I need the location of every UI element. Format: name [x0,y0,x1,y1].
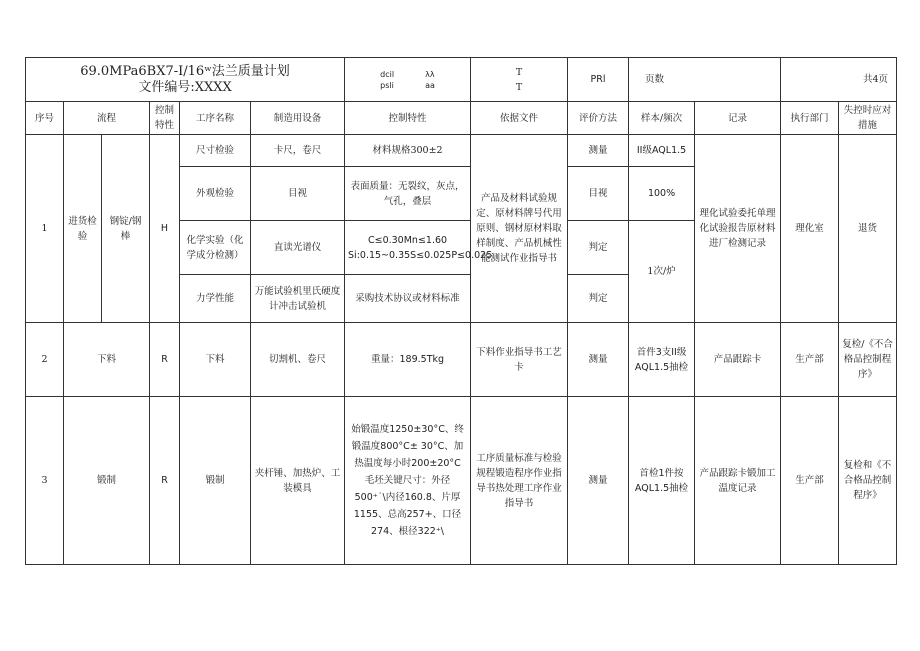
row3-sample: 首检1件按AQL1.5抽检 [629,397,695,565]
table-row [26,323,897,397]
prl-cell: PRl [568,58,629,102]
row2-equip: 切割机、卷尺 [251,323,345,397]
row1-dept: 理化室 [781,135,839,323]
row1-eval-d: 判定 [568,275,629,323]
row1-ctrl: H [150,135,180,323]
row1-equip-a: 卡尺，卷尺 [251,135,345,167]
col-fail: 失控时应对措施 [839,102,897,135]
plan-title: 69.0MPa6BX7-I/16ʷ法兰质量计划 [80,63,290,79]
row2-proc: 下料 [180,323,251,397]
row1-sample-a: II级AQL1.5 [629,135,695,167]
doc-number: 文件编号:XXXX [138,79,232,95]
row2-record: 产品跟踪卡 [695,323,781,397]
ref-b [425,69,435,91]
t-cell [471,58,568,102]
row1-basis: 产品及材料试验规定、原材料牌号代用原则、钢材原材料取样制度、产品机械性能测试作业指导书 [471,135,568,323]
row1-proc-a: 尺寸检验 [180,135,251,167]
row1-sample-b: 100% [629,167,695,221]
row3-basis: 工序质量标准与检验规程锻造程序作业指导书热处理工序作业指导书 [471,397,568,565]
row1-flow1: 进货检验 [64,135,102,323]
col-char: 控制特性 [345,102,471,135]
row2-ctrl: R [150,323,180,397]
row3-record: 产品跟踪卡锻加工温度记录 [695,397,781,565]
col-sample: 样本/频次 [629,102,695,135]
col-eval: 评价方法 [568,102,629,135]
row2-flow: 下料 [64,323,150,397]
row1-proc-b: 外观检验 [180,167,251,221]
row1-char-c: C≤0.30Mn≤1.60 Si:0.15~0.35S≤0.025P≤0.025 [345,221,471,275]
ref-b2: aa [425,80,435,90]
row3-flow: 锻制 [64,397,150,565]
row2-dept: 生产部 [781,323,839,397]
table-row [26,397,897,565]
col-basis: 依据文件 [471,102,568,135]
row3-dept: 生产部 [781,397,839,565]
row1-equip-c: 直读光谱仪 [251,221,345,275]
col-dept: 执行部门 [781,102,839,135]
row1-eval-a: 测量 [568,135,629,167]
row1-sample-merged: 1次/炉 [629,221,695,323]
row3-proc: 锻制 [180,397,251,565]
row3-seq: 3 [26,397,64,565]
row1-fail: 退货 [839,135,897,323]
quality-plan-table [25,57,897,565]
column-header-row [26,102,897,135]
ref-a [380,69,394,91]
row1-flow2: 钢锭/钢棒 [102,135,150,323]
col-seq: 序号 [26,102,64,135]
ref-b1: λλ [425,69,435,79]
row2-char: 重量：189.5Tkg [345,323,471,397]
row1-char-a: 材料规格300±2 [345,135,471,167]
row2-sample: 首件3支II级AQL1.5抽检 [629,323,695,397]
row3-char: 始锻温度1250±30°C、终锻温度800°C± 30°C、加热温度每小时200±20°C 毛坯关键尺寸：外径500⁺˙\内径160.8、片厚1155、总高257+、口径274、根径322⁺\ [345,397,471,565]
title-cell [26,58,345,102]
col-ctrl: 控制特性 [150,102,180,135]
row2-fail: 复检/《不合格品控制程序》 [839,323,897,397]
col-flow: 流程 [64,102,150,135]
title-row [26,58,897,102]
row1-eval-c: 判定 [568,221,629,275]
col-equip: 制造用设备 [251,102,345,135]
row3-eval: 测量 [568,397,629,565]
row1-proc-d: 力学性能 [180,275,251,323]
table-row [26,135,897,167]
row2-basis: 下料作业指导书工艺卡 [471,323,568,397]
row1-eval-b: 目视 [568,167,629,221]
row1-seq: 1 [26,135,64,323]
row3-ctrl: R [150,397,180,565]
pages-label: 页数 [629,58,781,102]
row2-seq: 2 [26,323,64,397]
col-record: 记录 [695,102,781,135]
ref-cell [345,58,471,102]
row1-record: 理化试验委托单理化试验报告原材料进厂检测记录 [695,135,781,323]
row1-char-d: 采购技术协议或材料标准 [345,275,471,323]
row1-char-b: 表面质量：无裂纹，灰点，气孔，叠层 [345,167,471,221]
row2-eval: 测量 [568,323,629,397]
col-proc: 工序名称 [180,102,251,135]
ref-a1: dcil [380,69,395,79]
ref-a2: psli [380,80,394,90]
row3-fail: 复检和《不合格品控制程序》 [839,397,897,565]
pages-total: 共4页 [781,58,897,102]
row1-equip-d: 万能试验机里氏硬度计冲击试验机 [251,275,345,323]
t2: T [515,81,523,93]
t1: T [515,66,523,78]
row1-proc-c: 化学实验（化学成分检测） [180,221,251,275]
row1-equip-b: 目视 [251,167,345,221]
row3-equip: 夹杆锤、加热炉、工装模具 [251,397,345,565]
